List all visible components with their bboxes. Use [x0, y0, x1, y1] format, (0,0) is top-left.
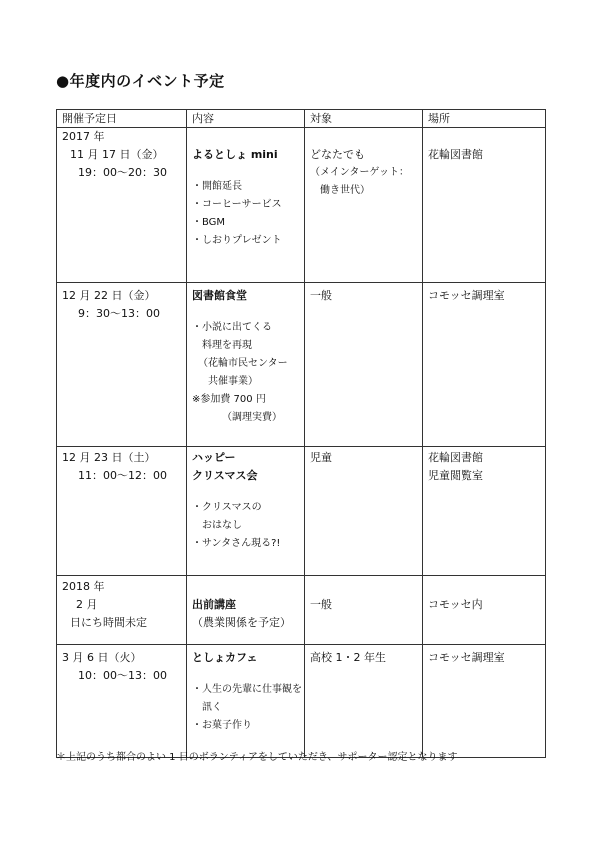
place-cell: [423, 283, 546, 447]
date-month: 2 月: [76, 598, 98, 611]
content-cell: [187, 645, 305, 758]
content-cell: [187, 447, 305, 576]
date-year: 2017 年: [62, 130, 105, 143]
event-detail: 料理を再現: [202, 340, 252, 351]
event-detail: （農業関係を予定）: [192, 616, 291, 629]
event-detail: おはなし: [202, 520, 242, 531]
event-detail: ・しおりプレゼント: [192, 235, 282, 246]
target-cell: [305, 128, 423, 283]
date-time: 19：00〜20：30: [78, 166, 167, 179]
header-place: 場所: [423, 110, 546, 128]
header-date: 開催予定日: [57, 110, 187, 128]
event-detail: （花輪市民センター: [198, 358, 288, 369]
target-cell: [305, 283, 423, 447]
date-cell: [57, 576, 187, 645]
place-text: コモッセ調理室: [428, 651, 505, 664]
target-cell: [305, 645, 423, 758]
target-cell: [305, 447, 423, 576]
place-cell: [423, 645, 546, 758]
header-target: 対象: [305, 110, 423, 128]
place-text: 花輪図書館: [428, 148, 483, 161]
header-content: 内容: [187, 110, 305, 128]
place-cell: [423, 447, 546, 576]
event-detail: ・コーヒーサービス: [192, 199, 282, 210]
target-text: どなたでも: [310, 148, 365, 161]
date-cell: [57, 128, 187, 283]
target-cell: [305, 576, 423, 645]
table-row: [57, 283, 546, 447]
place-text: コモッセ内: [428, 598, 483, 611]
event-name: よるとしょ mini: [192, 148, 278, 161]
event-detail: ・サンタさん現る?!: [192, 538, 281, 549]
event-detail: ・人生の先輩に仕事観を: [192, 684, 302, 695]
event-name: 図書館食堂: [192, 289, 247, 302]
target-text: （メインターゲット：: [310, 167, 409, 178]
date-cell: [57, 447, 187, 576]
date-note: 日にち時間未定: [70, 616, 147, 629]
place-text: コモッセ調理室: [428, 289, 505, 302]
event-detail: ・クリスマスの: [192, 502, 262, 513]
date-time: 10：00〜13：00: [78, 669, 167, 682]
date-day: 12 月 23 日（土）: [62, 451, 156, 464]
event-detail: ・小説に出てくる: [192, 322, 272, 333]
event-detail: ・BGM: [192, 217, 226, 228]
event-name: 出前講座: [192, 598, 236, 611]
event-detail: 共催事業）: [208, 376, 258, 387]
date-day: 12 月 22 日（金）: [62, 289, 156, 302]
date-day: 11 月 17 日（金）: [70, 148, 164, 161]
date-time: 11：00〜12：00: [78, 469, 167, 482]
date-time: 9：30〜13：00: [78, 307, 160, 320]
target-text: 児童: [310, 451, 332, 464]
content-cell: [187, 283, 305, 447]
event-schedule-table: [56, 109, 546, 758]
event-detail: 訊く: [202, 702, 222, 713]
place-cell: [423, 576, 546, 645]
table-header-row: [57, 110, 546, 128]
table-row: [57, 447, 546, 576]
event-name: ハッピー: [192, 451, 236, 464]
table-row: [57, 645, 546, 758]
content-cell: [187, 128, 305, 283]
target-text: 高校 1・2 年生: [310, 651, 386, 664]
place-text: 児童閲覧室: [428, 469, 483, 482]
target-text: 一般: [310, 289, 332, 302]
target-text: 働き世代）: [320, 185, 370, 196]
footnote: ＊上記のうち都合のよい 1 日のボランティアをしていただき、サポーター認定となります: [56, 752, 458, 763]
event-detail: ・開館延長: [192, 181, 242, 192]
content-cell: [187, 576, 305, 645]
event-detail: （調理実費）: [222, 412, 282, 423]
date-day: 3 月 6 日（火）: [62, 651, 142, 664]
date-cell: [57, 645, 187, 758]
date-year: 2018 年: [62, 580, 105, 593]
place-cell: [423, 128, 546, 283]
event-name: としょカフェ: [192, 651, 258, 664]
table-row: [57, 576, 546, 645]
table-row: [57, 128, 546, 283]
place-text: 花輪図書館: [428, 451, 483, 464]
target-text: 一般: [310, 598, 332, 611]
event-name: クリスマス会: [192, 469, 258, 482]
event-detail: ・お菓子作り: [192, 720, 252, 731]
page-title: ●年度内のイベント予定: [56, 72, 225, 90]
event-detail: ※参加費 700 円: [192, 394, 266, 405]
date-cell: [57, 283, 187, 447]
